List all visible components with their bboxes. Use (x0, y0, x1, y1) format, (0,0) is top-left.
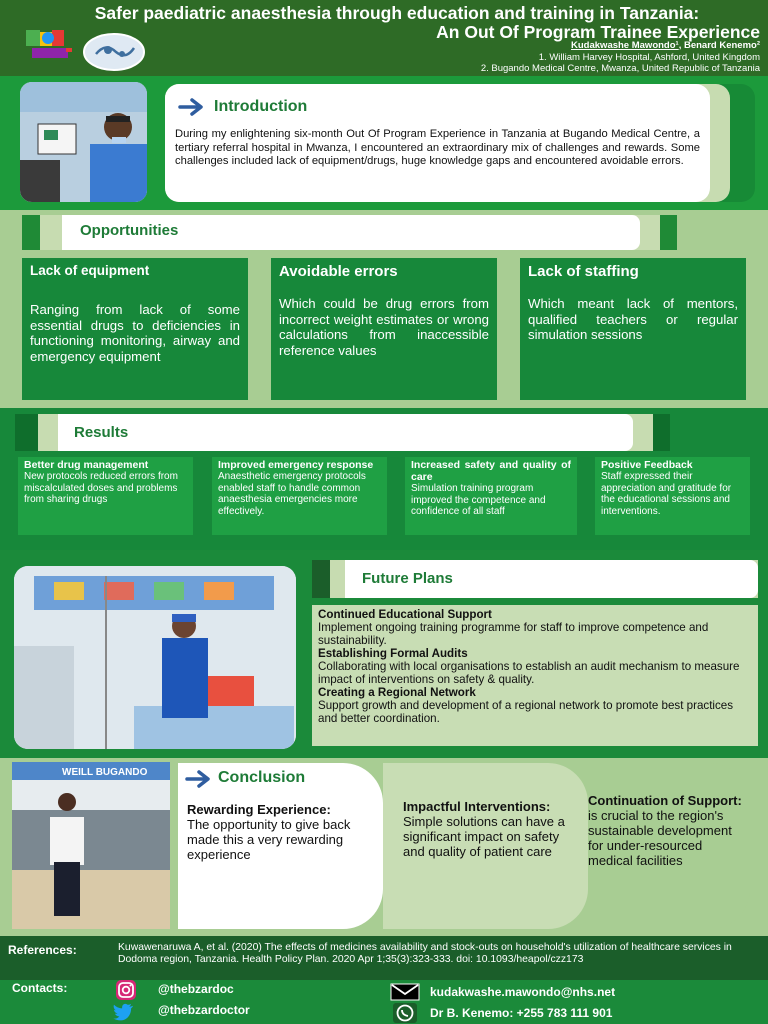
photo-sign-text: WEILL BUGANDO (62, 767, 148, 778)
opportunity-card (271, 258, 497, 400)
contacts-label: Contacts: (12, 981, 68, 995)
introduction-heading: Introduction (214, 98, 308, 115)
instagram-icon (112, 980, 138, 1000)
twitter-handle[interactable]: @thebzardoctor (158, 1003, 250, 1017)
conclusion-heading: Conclusion (218, 769, 306, 786)
references-label: References: (8, 943, 77, 957)
author-2: Benard Kenemo² (683, 40, 760, 51)
whatsapp-icon (393, 1003, 417, 1023)
result-title: Better drug management (24, 459, 149, 471)
result-title: Improved emergency response (218, 459, 374, 471)
conclusion-point (588, 793, 748, 868)
society-logo (82, 32, 146, 72)
author-separator: , (678, 40, 684, 51)
conclusion-point-text: is crucial to the region's sustainable development for under-resourced medical facilities (588, 808, 732, 868)
conclusion-point-title: Continuation of Support: (588, 793, 742, 808)
introduction-text: During my enlightening six-month Out Of Program Experience in Tanzania at Bugando Medical Centre, a tertiary referral hospital in Mwanza, I encountered an extraordinary mix of challenges and rewards. Some challenges included lack of equipment/drugs, huge knowledge gaps and encountered avoidable errors. (175, 128, 700, 167)
future-plans-photo (14, 566, 296, 749)
conclusion-point-text: Simple solutions can have a significant impact on safety and quality of patient care (403, 814, 565, 859)
opportunity-title: Lack of staffing (528, 263, 639, 280)
result-text: New protocols reduced errors from miscalculated doses and problems from sharing drugs (24, 471, 178, 505)
result-title: Increased safety and quality of care (411, 459, 571, 483)
result-title: Positive Feedback (601, 459, 693, 471)
plan-text: Implement ongoing training programme for staff to improve competence and sustainability. (318, 621, 709, 647)
plan-title: Creating a Regional Network (318, 686, 476, 699)
instagram-handle[interactable]: @thebzardoc (158, 982, 234, 996)
result-text: Anaesthetic emergency protocols enabled staff to handle common anaesthesia emergencies more effectively. (218, 471, 366, 517)
opportunity-text: Which meant lack of mentors, qualified teachers or regular simulation sessions (528, 296, 738, 342)
affiliation-2: 2. Bugando Medical Centre, Mwanza, United Republic of Tanzania (480, 63, 760, 74)
apagbi-logo (24, 28, 74, 72)
opportunity-text: Ranging from lack of some essential drugs to deficiencies in functioning monitoring, airway and emergency equipment (30, 302, 240, 364)
plan-title: Establishing Formal Audits (318, 647, 468, 660)
intro-photo (20, 82, 147, 202)
future-plans-heading: Future Plans (362, 570, 453, 587)
conclusion-point (187, 802, 367, 862)
conclusion-point-title: Rewarding Experience: (187, 802, 331, 817)
affiliation-1: 1. William Harvey Hospital, Ashford, United Kingdom (538, 52, 760, 63)
result-card (212, 457, 387, 535)
plan-text: Support growth and development of a regional network to promote best practices and better coordination. (318, 699, 734, 725)
result-card (18, 457, 193, 535)
result-text: Simulation training program improved the competence and confidence of all staff (411, 483, 546, 517)
conclusion-point-title: Impactful Interventions: (403, 799, 551, 814)
conclusion-photo (12, 762, 170, 929)
plan-text: Collaborating with local organisations to establish an audit mechanism to measure impact of interventions on safety & quality. (318, 660, 740, 686)
conclusion-point-text: The opportunity to give back made this a very rewarding experience (187, 817, 351, 862)
author-1: Kudakwashe Mawondo¹ (571, 40, 679, 51)
result-card (405, 457, 577, 535)
plan-title: Continued Educational Support (318, 608, 492, 621)
authors (571, 40, 760, 51)
opportunities-heading: Opportunities (80, 222, 179, 239)
poster-title-line1: Safer paediatric anaesthesia through education and training in Tanzania: (94, 3, 700, 23)
opportunity-card (520, 258, 746, 400)
result-card (595, 457, 750, 535)
email-icon (390, 983, 420, 1001)
opportunity-title: Avoidable errors (279, 263, 398, 280)
phone-number[interactable]: Dr B. Kenemo: +255 783 111 901 (430, 1006, 613, 1020)
reference-text: Kuwawenaruwa A, et al. (2020) The effects of medicines availability and stock-outs on household's utilization of healthcare services in Dodoma region, Tanzania. Health Policy Plan. 2020 Apr 1;35(3):323-333. doi: 10.1093/heapol/czz173 (118, 942, 732, 965)
conclusion-point (403, 799, 573, 859)
email-address[interactable]: kudakwashe.mawondo@nhs.net (430, 985, 616, 999)
opportunity-text: Which could be drug errors from incorrect weight estimates or wrong calculations from inaccessible reference values (279, 296, 489, 358)
poster-title-line2: An Out Of Program Trainee Experience (436, 22, 760, 42)
arrow-right-icon (185, 769, 213, 789)
twitter-icon (112, 1003, 134, 1021)
results-bar-white (58, 414, 633, 451)
future-plans-list (312, 605, 758, 746)
result-text: Staff expressed their appreciation and gratitude for the educational sessions and interventions. (601, 471, 732, 517)
arrow-right-icon (178, 97, 206, 117)
opportunity-card (22, 258, 248, 400)
results-heading: Results (74, 424, 129, 441)
opportunity-title: Lack of equipment (30, 263, 150, 278)
